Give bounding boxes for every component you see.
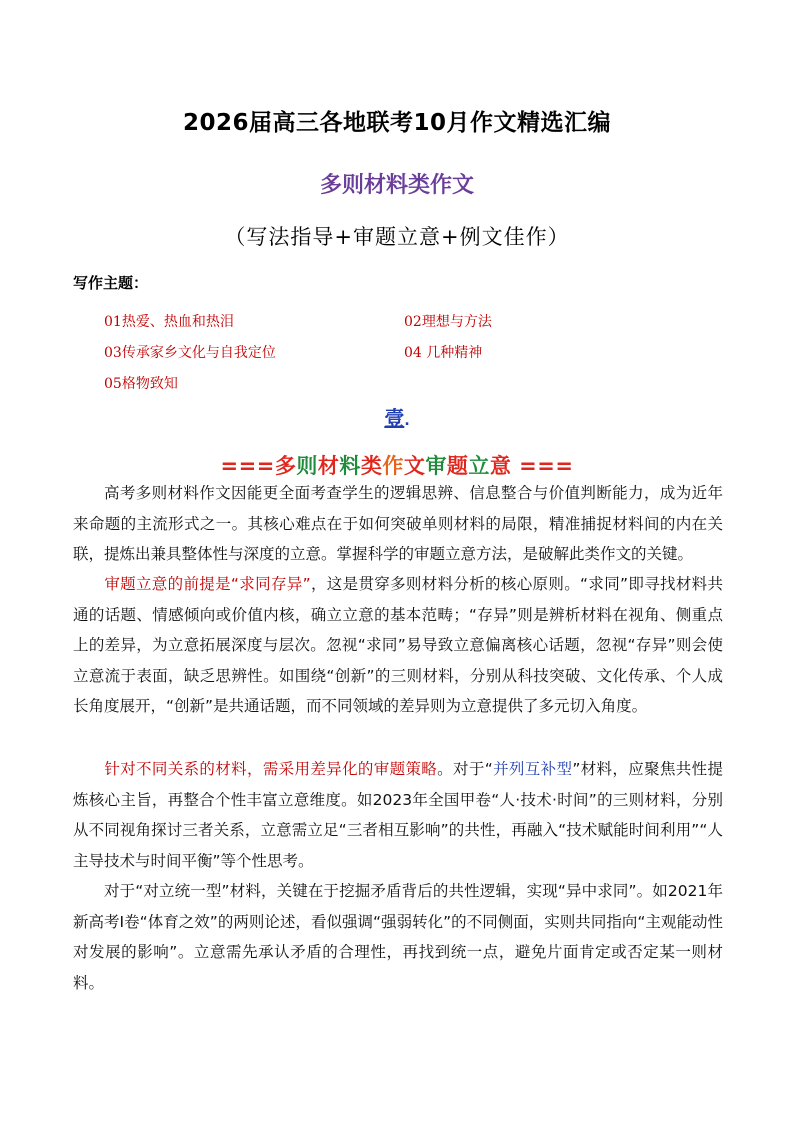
strategy-highlight: 针对不同关系的材料，需采用差异化的审题策略 <box>104 760 438 778</box>
topic-item-05: 05格物致知 <box>104 376 178 392</box>
heading-part: 类 <box>360 454 383 478</box>
strategy-text-a: 。对于“ <box>437 760 493 778</box>
section-heading <box>0 450 794 480</box>
heading-part: 则 <box>296 454 318 478</box>
heading-part: 立 <box>468 454 490 478</box>
principle-text: ，这是贯穿多则材料分析的核心原则。“求同”即寻找材料共通的话题、情感倾向或价值内核，确立立意的基本范畴；“存异”则是辨析材料在视角、侧重点上的差异，为立意拓展深度与层次。忽视“求同”易导致立意偏离核心话题，忽视“存异”则会使立意流于表面，缺乏思辨性。如围绕“创新”的三则材料，分别从科技突破、文化传承、个人成长角度展开，“创新”是共通话题，而不同领域的差异则为立意提供了多元切入角度。 <box>73 575 724 715</box>
strategy-type-highlight: 并列互补型 <box>492 760 573 778</box>
topic-item-02: 02理想与方法 <box>404 314 492 330</box>
paragraph-intro: 高考多则材料作文因能更全面考查学生的逻辑思辨、信息整合与价值判断能力，成为近年来命题的主流形式之一。其核心难点在于如何突破单则材料的局限，精准捕捉材料间的内在关联，提炼出兼具整体性与深度的立意。掌握科学的审题立意方法，是破解此类作文的关键。 <box>73 484 723 563</box>
topic-item-04: 04 几种精神 <box>404 345 483 361</box>
heading-part: 文 <box>403 454 426 478</box>
heading-part: 意 <box>489 454 512 478</box>
heading-part: 题 <box>446 454 469 478</box>
topics-heading: 写作主题： <box>73 274 149 292</box>
heading-part: 材 <box>317 454 340 478</box>
sub-title: 多则材料类作文 <box>319 173 474 198</box>
paragraph-opposition: 对于“对立统一型”材料，关键在于挖掘矛盾背后的共性逻辑，实现“异中求同”。如2021年新高考Ⅰ卷“体育之效”的两则论述，看似强调“强弱转化”的不同侧面，实则共同指向“主观能动性对发展的影响”。立意需先承认矛盾的合理性，再找到统一点，避免片面肯定或否定某一则材料。 <box>73 882 723 992</box>
heading-part: 多 <box>274 454 297 478</box>
sub-title-outline: （写法指导+审题立意+例文佳作） <box>224 225 570 249</box>
strategy-text-b: ”材料，应聚焦共性提炼核心主旨，再整合个性丰富立意维度。如2023年全国甲卷“人·技术·时间”的三则材料，分别从不同视角探讨三者关系，立意需立足“三者相互影响”的共性，再融入“技术赋能时间利用”“人主导技术与时间平衡”等个性思考。 <box>73 760 723 870</box>
heading-part: 作 <box>382 454 404 478</box>
heading-part: === <box>220 454 275 478</box>
paragraph-strategy <box>73 754 723 876</box>
heading-part: 审 <box>425 454 447 478</box>
topic-item-03: 03传承家乡文化与自我定位 <box>104 345 276 361</box>
principle-highlight: 审题立意的前提是“求同存异” <box>104 575 311 593</box>
paragraph-principle <box>73 569 723 722</box>
heading-part: === <box>511 454 574 478</box>
section-marker <box>0 402 794 431</box>
heading-part: 料 <box>339 454 361 478</box>
topic-item-01: 01热爱、热血和热泪 <box>104 314 234 330</box>
section-marker-dot: . <box>404 413 410 429</box>
main-title: 2026届高三各地联考10月作文精选汇编 <box>182 110 612 136</box>
section-marker-char: 壹 <box>384 406 405 430</box>
